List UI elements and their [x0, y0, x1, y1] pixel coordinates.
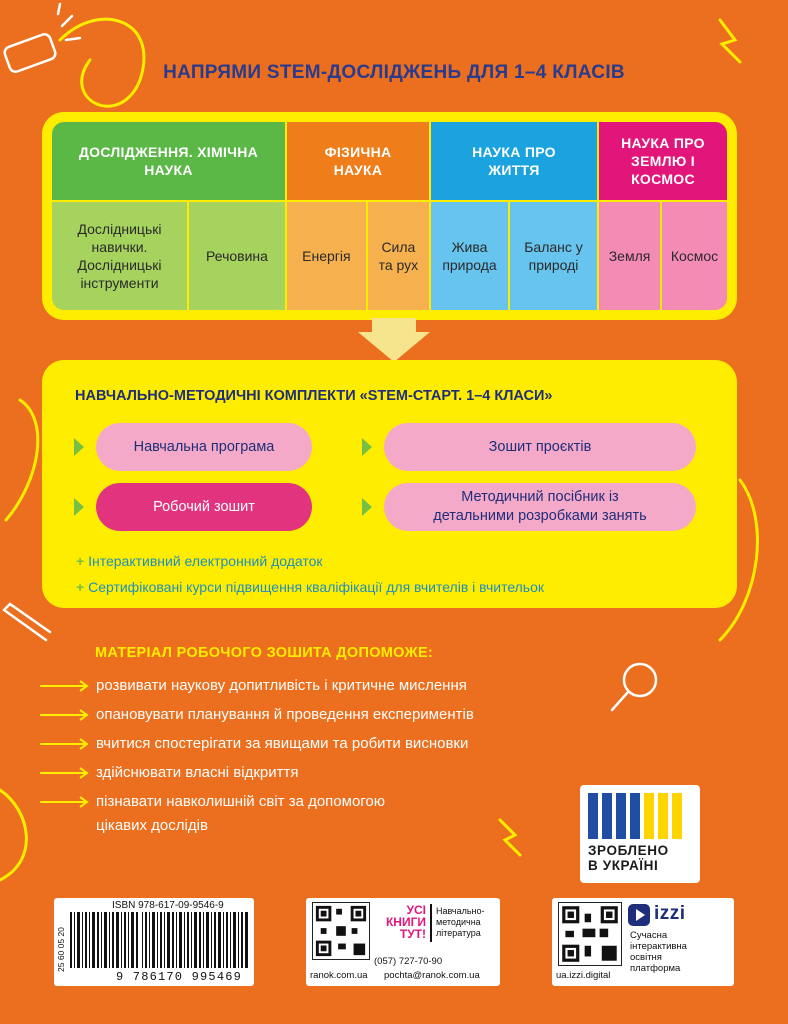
column-physics [285, 122, 429, 310]
extra-item: + Інтерактивний електронний додаток [76, 553, 323, 569]
column-header: НАУКА ПРО ЖИТТЯ [431, 122, 597, 200]
ranok-slogan: КНИГИ [385, 915, 426, 929]
izzi-play-icon [628, 904, 650, 926]
table-cell: Сила та рух [366, 200, 429, 310]
triangle-bullet-icon [362, 438, 372, 456]
isbn-label: ISBN 978-617-09-9546-9 [112, 900, 224, 911]
kit-item: Методичний посібник із детальними розробками занять [384, 483, 696, 531]
isbn-side-code: 25 60 05 20 [56, 927, 66, 972]
column-header: НАУКА ПРО ЗЕМЛЮ І КОСМОС [599, 122, 727, 200]
made-in-ukraine-badge [580, 785, 700, 883]
arrow-right-icon [40, 796, 90, 808]
down-arrow-icon [358, 318, 430, 362]
kit-item: Робочий зошит [96, 483, 312, 531]
table-cell: Земля [599, 200, 660, 310]
page-title: НАПРЯМИ STEM-ДОСЛІДЖЕНЬ ДЛЯ 1–4 КЛАСІВ [163, 62, 625, 83]
arrow-right-icon [40, 738, 90, 750]
material-item: опановувати планування й проведення експериментів [96, 706, 474, 723]
table-cell: Дослідницькі навички. Дослідницькі інструменти [52, 200, 187, 310]
material-item: розвивати наукову допитливість і критичне мислення [96, 677, 467, 694]
column-earth [597, 122, 727, 310]
made-in-line: В УКРАЇНІ [588, 858, 659, 873]
triangle-bullet-icon [362, 498, 372, 516]
column-header: ДОСЛІДЖЕННЯ. ХІМІЧНА НАУКА [52, 122, 285, 200]
table-cell: Баланс у природі [508, 200, 597, 310]
material-item: цікавих дослідів [96, 817, 208, 834]
column-header: ФІЗИЧНА НАУКА [287, 122, 429, 200]
kits-title: НАВЧАЛЬНО-МЕТОДИЧНІ КОМПЛЕКТИ «STEM-СТАРТ. 1–4 КЛАСИ» [75, 388, 553, 404]
kit-item: Навчальна програма [96, 423, 312, 471]
directions-table [42, 112, 737, 320]
qr-code-icon [312, 902, 370, 960]
column-life [429, 122, 597, 310]
triangle-bullet-icon [74, 498, 84, 516]
column-chemistry [52, 122, 285, 310]
flag-stripes-icon [588, 793, 692, 839]
material-item: вчитися спостерігати за явищами та робити висновки [96, 735, 469, 752]
ranok-site-link[interactable]: ranok.com.ua [310, 970, 368, 981]
side-barcode-icon [70, 912, 140, 968]
ranok-slogan: УСІ [406, 903, 426, 917]
izzi-desc: Сучасна інтерактивна освітня платформа [630, 930, 687, 974]
barcode-digits: 9 786170 995469 [116, 970, 243, 984]
izzi-site-link[interactable]: ua.izzi.digital [556, 970, 611, 981]
material-item: пізнавати навколишній світ за допомогою [96, 793, 386, 810]
qr-code-icon [558, 902, 622, 966]
ranok-desc: Навчально-методична література [436, 906, 485, 938]
table-cell: Речовина [187, 200, 285, 310]
izzi-logo: izzi [654, 903, 686, 924]
table-cell: Жива природа [431, 200, 508, 310]
ranok-phone: (057) 727-70-90 [374, 956, 443, 967]
divider [430, 904, 432, 942]
table-cell: Космос [660, 200, 727, 310]
arrow-right-icon [40, 709, 90, 721]
made-in-line: ЗРОБЛЕНО [588, 843, 669, 858]
isbn-block [54, 898, 254, 986]
arrow-right-icon [40, 767, 90, 779]
ranok-email-link[interactable]: pochta@ranok.com.ua [384, 970, 480, 981]
barcode-icon [142, 912, 250, 968]
ranok-slogan: ТУТ! [399, 927, 426, 941]
table-cell: Енергія [287, 200, 366, 310]
material-title: МАТЕРІАЛ РОБОЧОГО ЗОШИТА ДОПОМОЖЕ: [95, 645, 434, 661]
izzi-block [552, 898, 734, 986]
triangle-bullet-icon [74, 438, 84, 456]
extra-item: + Сертифіковані курси підвищення кваліфікації для вчителів і вчительок [76, 579, 545, 595]
arrow-right-icon [40, 680, 90, 692]
material-item: здійснювати власні відкриття [96, 764, 299, 781]
kit-item: Зошит проєктів [384, 423, 696, 471]
ranok-block [306, 898, 500, 986]
